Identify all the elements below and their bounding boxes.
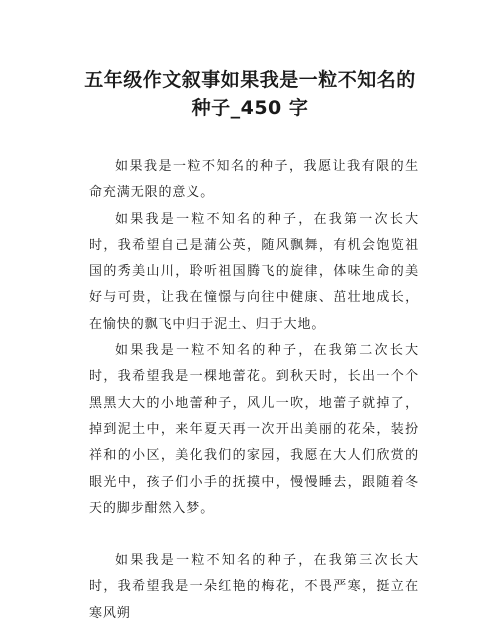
document-body: [89, 154, 419, 627]
paragraph-1: 如果我是一粒不知名的种子，我愿让我有限的生命充满无限的意义。: [89, 159, 419, 201]
paragraph-3: 如果我是一粒不知名的种子，在我第二次长大时，我希望我是一棵地蕾花。到秋天时，长出一个个黑黑大大的小地蕾种子，风儿一吹，地蕾子就掉了，掉到泥土中，来年夏天再一次开出美丽的花朵，装扮祥和的小区，美化我们的家园，我愿在大人们欣赏的眼光中，孩子们小手的抚摸中，慢慢睡去，跟随着冬天的脚步酣然入梦。: [89, 343, 419, 516]
paragraph-4: 如果我是一粒不知名的种子，在我第三次长大时，我希望我是一朵红艳的梅花，不畏严寒，挺立在寒风朔: [89, 553, 419, 621]
title-line-2: 种子_450 字: [191, 97, 309, 119]
paragraph-2: 如果我是一粒不知名的种子，在我第一次长大时，我希望自己是蒲公英，随风飘舞，有机会饱览祖国的秀美山川，聆听祖国腾飞的旋律，体味生命的美好与可贵，让我在憧憬与向往中健康、茁壮地成长，在愉快的飘飞中归于泥土、归于大地。: [89, 211, 419, 332]
document-title: [40, 66, 460, 122]
title-line-1: 五年级作文叙事如果我是一粒不知名的: [84, 69, 416, 91]
